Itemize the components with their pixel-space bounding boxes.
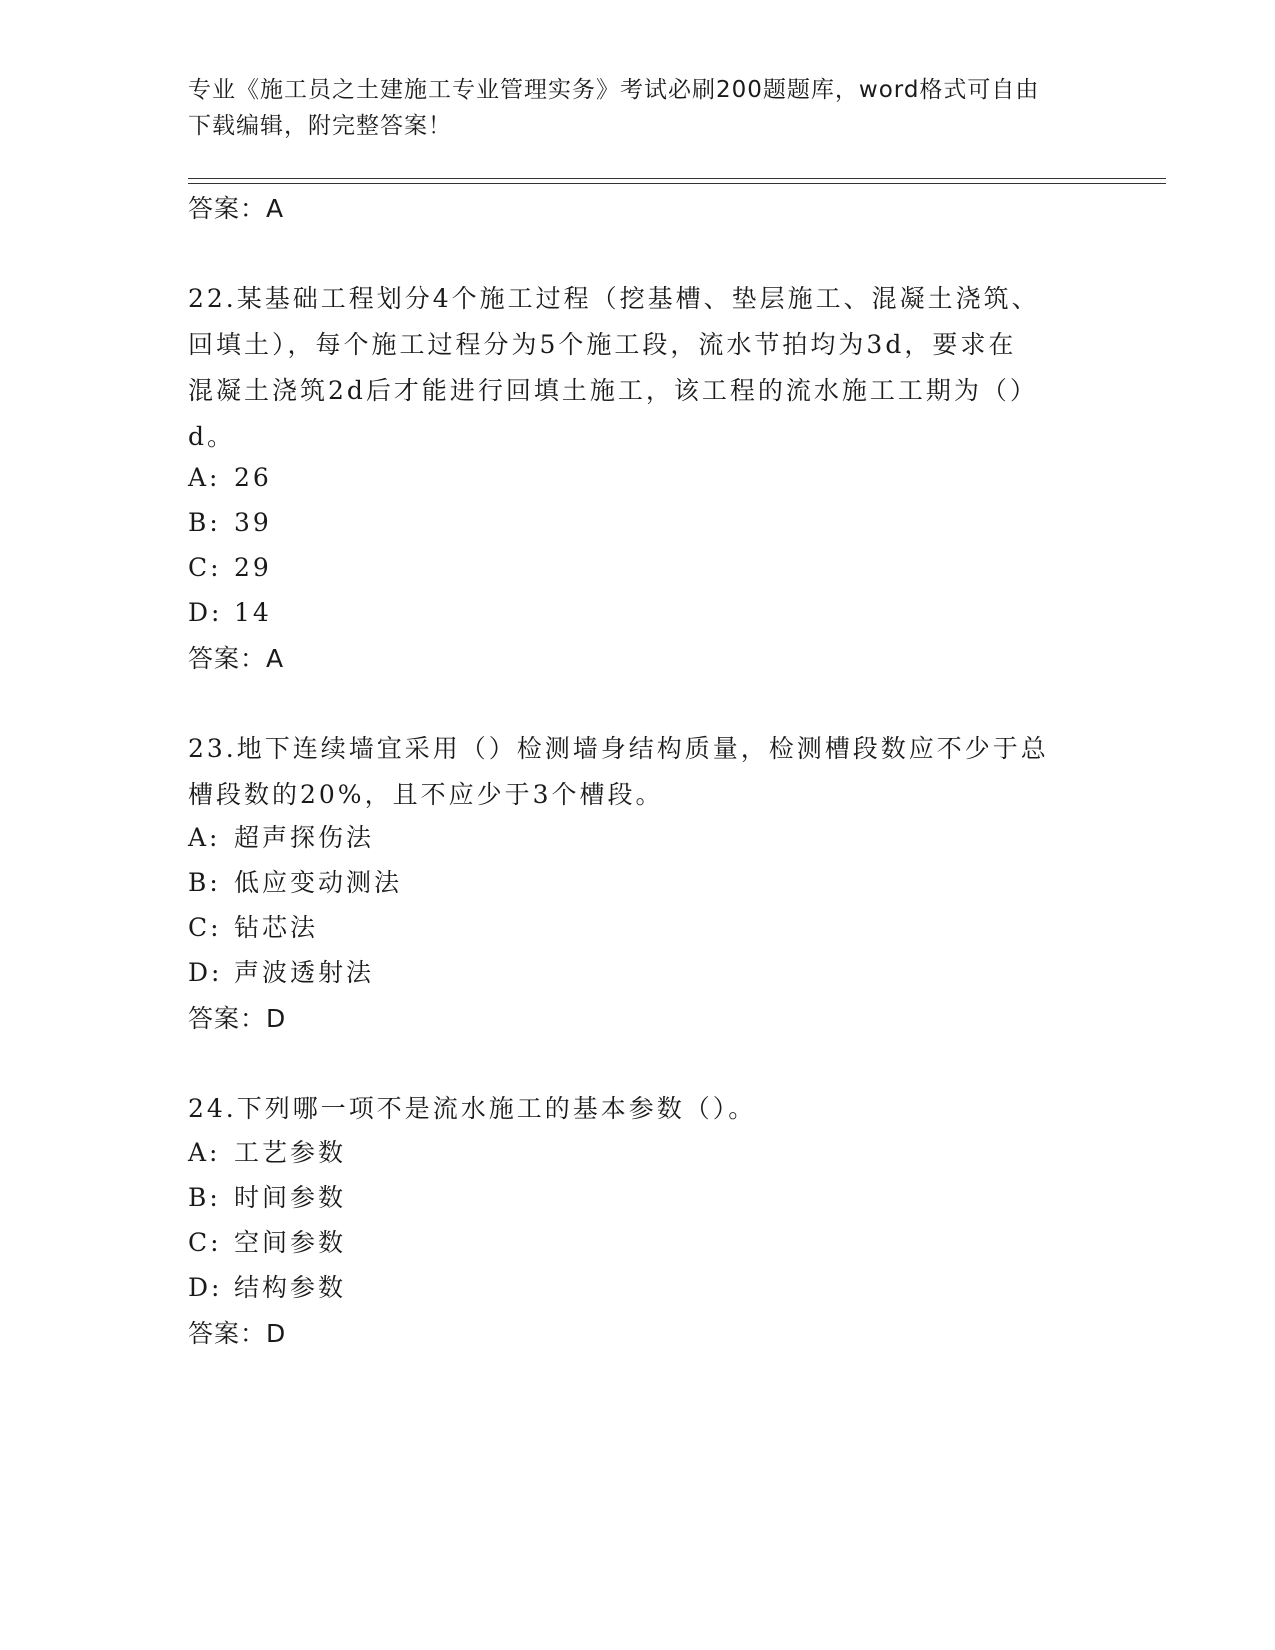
header-line-2: 下载编辑，附完整答案！: [188, 113, 452, 139]
option-label: B:: [188, 508, 221, 537]
option-label: D:: [188, 598, 223, 627]
option-text: 声波透射法: [234, 958, 375, 987]
option-label: D:: [188, 958, 223, 987]
question-22-option-b: [188, 505, 272, 541]
question-24-option-c: [188, 1225, 346, 1261]
header-divider-bottom: [188, 183, 1166, 184]
document-header: [188, 72, 1088, 144]
question-24-text: [188, 1086, 1088, 1132]
option-label: B:: [188, 868, 221, 897]
previous-answer: 答案：A: [188, 194, 285, 223]
question-line: d。: [188, 422, 236, 451]
question-23-option-b: [188, 865, 402, 901]
question-23-option-c: [188, 910, 318, 946]
question-24-option-b: [188, 1180, 346, 1216]
option-label: A:: [188, 823, 221, 852]
option-text: 26: [234, 463, 272, 492]
question-line: 回填土），每个施工过程分为5个施工段，流水节拍均为3d，要求在: [188, 330, 1017, 359]
question-line: 23.地下连续墙宜采用（）检测墙身结构质量，检测槽段数应不少于总: [188, 734, 1049, 763]
option-text: 空间参数: [234, 1228, 347, 1257]
question-23-text: [188, 726, 1088, 818]
option-label: C:: [188, 913, 222, 942]
question-line: 22.某基础工程划分4个施工过程（挖基槽、垫层施工、混凝土浇筑、: [188, 284, 1040, 313]
option-label: C:: [188, 553, 222, 582]
option-text: 低应变动测法: [234, 868, 403, 897]
question-22-answer: 答案：A: [188, 644, 285, 673]
option-label: A:: [188, 463, 221, 492]
question-22-option-c: [188, 550, 272, 586]
question-23-option-d: [188, 955, 374, 991]
option-label: B:: [188, 1183, 221, 1212]
question-line: 混凝土浇筑2d后才能进行回填土施工，该工程的流水施工工期为（）: [188, 376, 1038, 405]
question-24-option-d: [188, 1270, 346, 1306]
option-text: 工艺参数: [234, 1138, 347, 1167]
option-text: 超声探伤法: [234, 823, 375, 852]
question-23-option-a: [188, 820, 374, 856]
option-text: 钻芯法: [234, 913, 319, 942]
option-text: 29: [234, 553, 272, 582]
question-22-option-a: [188, 460, 272, 496]
question-22-text: [188, 276, 1088, 460]
option-text: 结构参数: [234, 1273, 347, 1302]
header-line-1: 专业《施工员之土建施工专业管理实务》考试必刷200题题库，word格式可自由: [188, 77, 1040, 103]
question-line: 24.下列哪一项不是流水施工的基本参数（）。: [188, 1094, 757, 1123]
question-24-option-a: [188, 1135, 346, 1171]
option-text: 14: [234, 598, 272, 627]
option-text: 时间参数: [234, 1183, 347, 1212]
question-22-option-d: [188, 595, 272, 631]
question-24-answer: 答案：D: [188, 1319, 287, 1348]
option-text: 39: [234, 508, 272, 537]
option-label: D:: [188, 1273, 223, 1302]
question-line: 槽段数的20%，且不应少于3个槽段。: [188, 780, 664, 809]
option-label: C:: [188, 1228, 222, 1257]
question-23-answer: 答案：D: [188, 1004, 287, 1033]
header-divider-top: [188, 178, 1166, 179]
option-label: A:: [188, 1138, 221, 1167]
